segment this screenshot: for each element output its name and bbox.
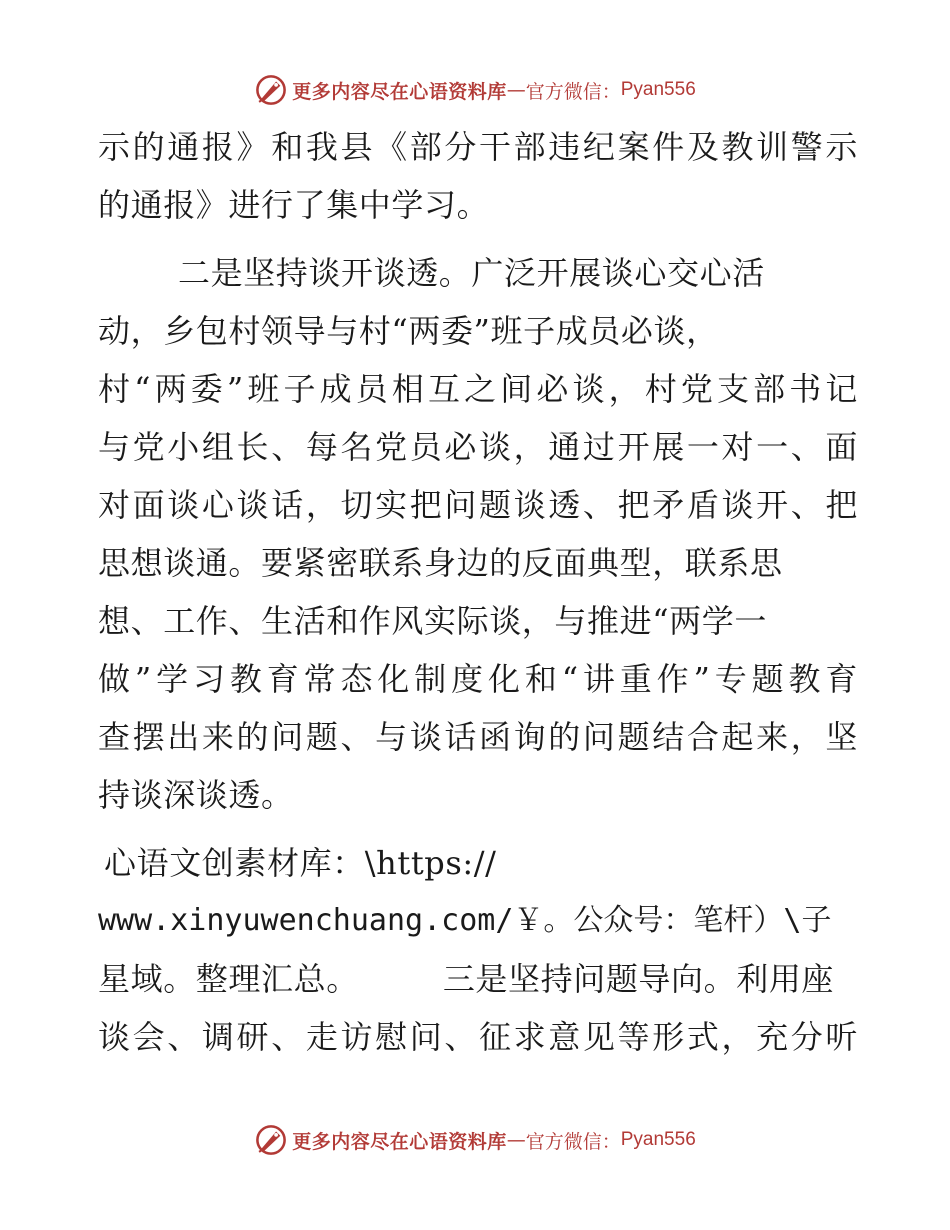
paragraph-heading-line: 二是坚持谈开谈透。广泛开展谈心交心活 <box>178 254 765 292</box>
text-line: 对面谈心谈话，切实把问题谈透、把矛盾谈开、把 <box>98 486 858 524</box>
source-url-line: www.xinyuwenchuang.com/￥。公众号：笔杆）\子 <box>98 903 832 938</box>
text-line: 动，乡包村领导与村“两委”班子成员必谈， <box>98 312 719 350</box>
text-line: 的通报》进行了集中学习。 <box>98 186 490 224</box>
text-line: 村“两委”班子成员相互之间必谈，村党支部书记 <box>98 370 858 408</box>
document-body <box>98 118 858 1066</box>
banner-slogan: 更多内容尽在心语资料库 <box>292 80 507 103</box>
banner-wechat-label: 官方微信： <box>525 80 621 103</box>
text-line: 做”学习教育常态化制度化和“讲重作”专题教育 <box>98 660 858 698</box>
text-line: 持谈深谈透。 <box>98 776 294 814</box>
text-line-mixed <box>98 950 858 1008</box>
banner-slogan: 更多内容尽在心语资料库 <box>292 1130 507 1153</box>
text-line: 与党小组长、每名党员必谈，通过开展一对一、面 <box>98 428 858 466</box>
text-line: 思想谈通。要紧密联系身边的反面典型，联系思 <box>98 544 783 582</box>
banner-wechat-id: Pyan556 <box>620 79 696 100</box>
pen-nib-circle-icon <box>254 73 288 107</box>
text-segment: 星域。整理汇总。 <box>98 960 359 998</box>
header-banner <box>0 68 950 112</box>
pen-nib-circle-icon <box>254 1123 288 1157</box>
text-line: 谈会、调研、走访慰问、征求意见等形式，充分听 <box>98 1018 858 1056</box>
text-line: 想、工作、生活和作风实际谈，与推进“两学一 <box>98 602 767 640</box>
paragraph-heading-segment: 三是坚持问题导向。利用座 <box>442 960 835 998</box>
text-line: 示的通报》和我县《部分干部违纪案件及教训警示 <box>98 128 858 166</box>
banner-wechat-label: 官方微信： <box>525 1130 621 1153</box>
text-line: 查摆出来的问题、与谈话函询的问题结合起来，坚 <box>98 718 858 756</box>
footer-banner <box>0 1118 950 1162</box>
banner-separator: — <box>506 79 526 101</box>
source-line: 心语文创素材库：\https:// <box>104 844 497 882</box>
banner-wechat-id: Pyan556 <box>620 1129 696 1150</box>
banner-separator: — <box>506 1129 526 1151</box>
